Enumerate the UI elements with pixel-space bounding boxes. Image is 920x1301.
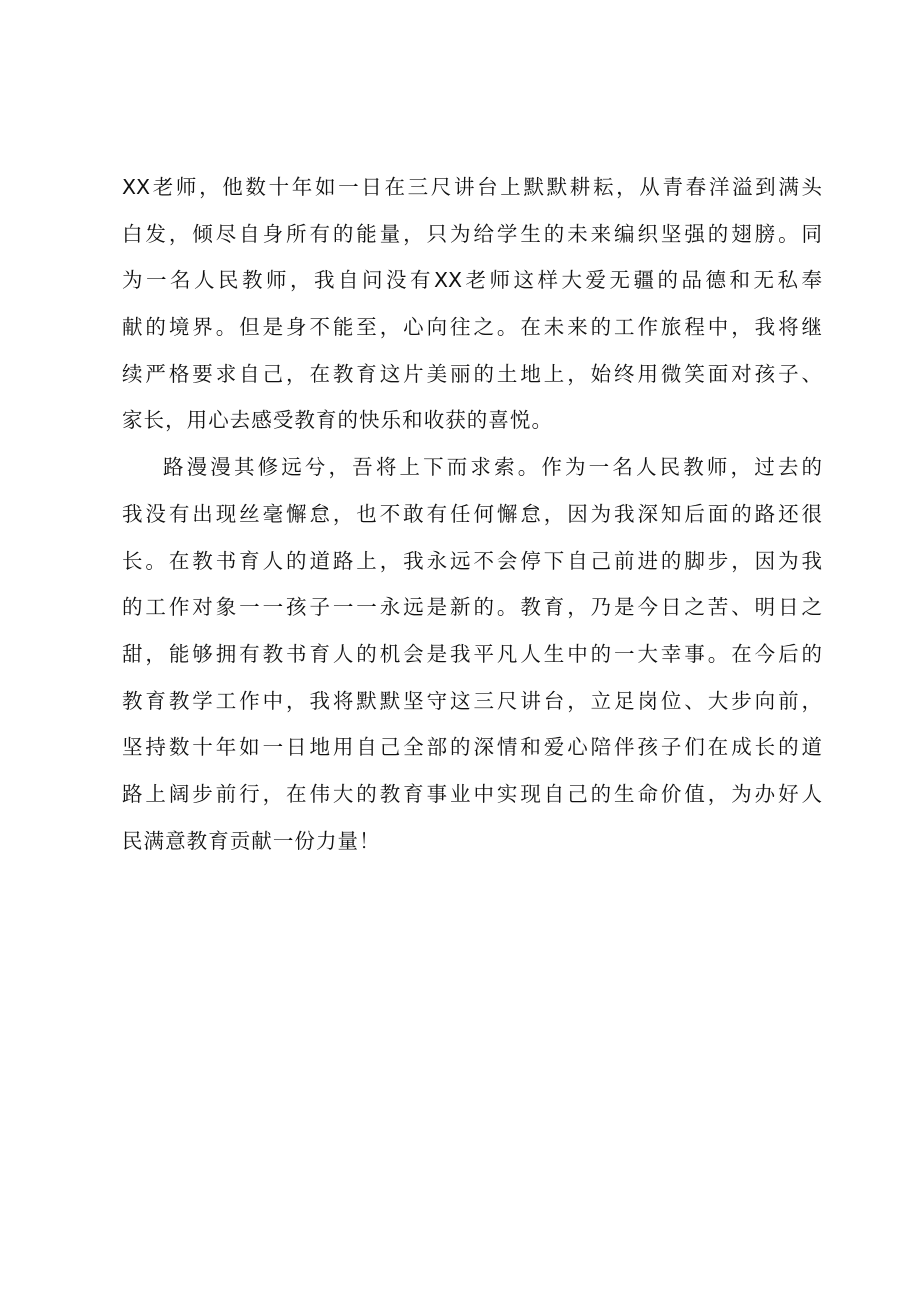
paragraph-line: 长。在教书育人的道路上，我永远不会停下自己前进的脚步，因为我: [122, 548, 822, 573]
paragraph-line: 坚持数十年如一日地用自己全部的深情和爱心陪伴孩子们在成长的道: [122, 735, 822, 760]
paragraph-line: 路漫漫其修远兮，吾将上下而求索。作为一名人民教师，过去的: [163, 455, 822, 480]
paragraph-line: 白发，倾尽自身所有的能量，只为给学生的未来编织坚强的翅膀。同: [122, 221, 822, 246]
paragraph-1: [122, 164, 822, 444]
paragraph-line: 为一名人民教师，我自问没有XX老师这样大爱无疆的品德和无私奉: [122, 268, 822, 293]
paragraph-line: 献的境界。但是身不能至，心向往之。在未来的工作旅程中，我将继: [122, 315, 822, 340]
paragraph-line: 民满意教育贡献一份力量！: [122, 828, 381, 853]
paragraph-line: 甜，能够拥有教书育人的机会是我平凡人生中的一大幸事。在今后的: [122, 641, 822, 666]
document-body: [122, 164, 822, 864]
paragraph-line: XX老师，他数十年如一日在三尺讲台上默默耕耘，从青春洋溢到满头: [122, 175, 822, 199]
paragraph-line: 我没有出现丝毫懈怠，也不敢有任何懈怠，因为我深知后面的路还很: [122, 501, 822, 526]
paragraph-2: [122, 444, 822, 864]
paragraph-line: 教育教学工作中，我将默默坚守这三尺讲台，立足岗位、大步向前，: [122, 688, 822, 713]
paragraph-line: 路上阔步前行，在伟大的教育事业中实现自己的生命价值，为办好人: [122, 781, 822, 806]
paragraph-line: 家长，用心去感受教育的快乐和收获的喜悦。: [122, 408, 553, 433]
paragraph-line: 的工作对象一一孩子一一永远是新的。教育，乃是今日之苦、明日之: [122, 595, 822, 620]
paragraph-line: 续严格要求自己，在教育这片美丽的土地上，始终用微笑面对孩子、: [122, 361, 822, 386]
